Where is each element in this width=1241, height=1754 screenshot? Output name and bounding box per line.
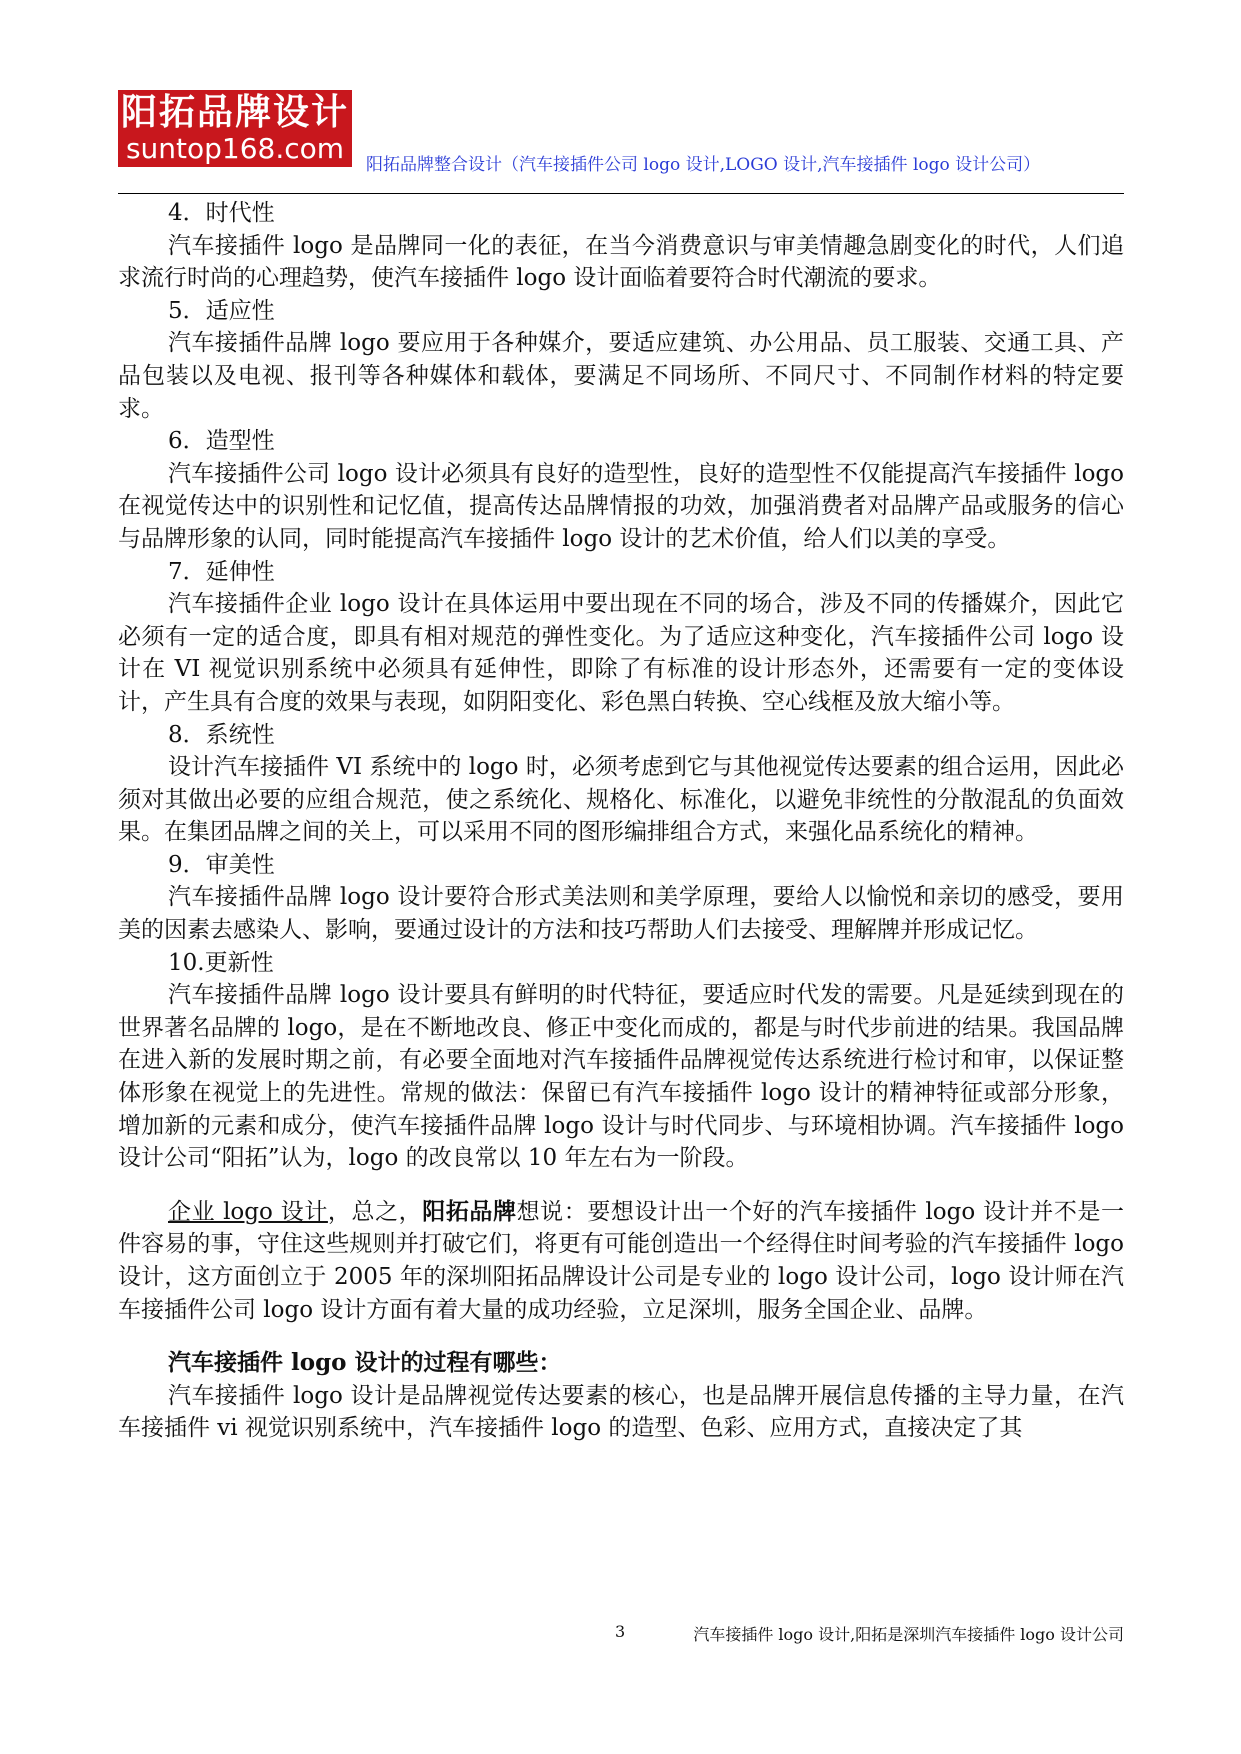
section-heading: 8．系统性 (168, 721, 275, 748)
brand-name: 阳拓品牌 (422, 1197, 517, 1225)
summary-paragraph (118, 1196, 1124, 1326)
section-body: 设计汽车接插件 VI 系统中的 logo 时，必须考虑到它与其他视觉传达要素的组合运用，因此必须对其做出必要的应组合规范，使之系统化、规格化、标准化，以避免非统性的分散混乱的负面效果。在集团品牌之间的关上，可以采用不同的图形编排组合方式，来强化品系统化的精神。 (118, 754, 1124, 846)
section-body: 汽车接插件公司 logo 设计必须具有良好的造型性，良好的造型性不仅能提高汽车接插件 logo 在视觉传达中的识别性和记忆值，提高传达品牌情报的功效，加强消费者对品牌产品或服务的信心与品牌形象的认同，同时能提高汽车接插件 logo 设计的艺术价值，给人们以美的享受。 (118, 460, 1124, 552)
process-heading: 汽车接插件 logo 设计的过程有哪些： (168, 1349, 562, 1377)
header-divider (118, 193, 1124, 194)
section-body: 汽车接插件企业 logo 设计在具体运用中要出现在不同的场合，涉及不同的传播媒介，因此它必须有一定的适合度，即具有相对规范的弹性变化。为了适应这种变化，汽车接插件公司 logo 设计在 VI 视觉识别系统中必须具有延伸性，即除了有标准的设计形态外，还需要有一定的变体设计，产生具有合度的效果与表现，如阴阳变化、彩色黑白转换、空心线框及放大缩小等。 (118, 591, 1124, 715)
logo-design-link[interactable]: 企业 logo 设计 (168, 1198, 328, 1225)
logo-chinese-text: 阳拓品牌设计 (120, 91, 349, 133)
section-body: 汽车接插件 logo 是品牌同一化的表征，在当今消费意识与审美情趣急剧变化的时代，人们追求流行时尚的心理趋势，使汽车接插件 logo 设计面临着要符合时代潮流的要求。 (118, 232, 1124, 292)
footer-text: 汽车接插件 logo 设计,阳拓是深圳汽车接插件 logo 设计公司 (693, 1625, 1124, 1644)
section-heading: 10.更新性 (168, 949, 274, 976)
section-body: 汽车接插件品牌 logo 设计要具有鲜明的时代特征，要适应时代发的需要。凡是延续到现在的世界著名品牌的 logo，是在不断地改良、修正中变化而成的，都是与时代步前进的结果。我国品牌在进入新的发展时期之前，有必要全面地对汽车接插件品牌视觉传达系统进行检讨和审，以保证整体形象在视觉上的先进性。常规的做法：保留已有汽车接插件 logo 设计的精神特征或部分形象，增加新的元素和成分，使汽车接插件品牌 logo 设计与时代同步、与环境相协调。汽车接插件 logo 设计公司“阳拓”认为，logo 的改良常以 10 年左右为一阶段。 (118, 982, 1124, 1172)
page-number: 3 (615, 1622, 626, 1641)
section-heading: 7．延伸性 (168, 558, 275, 585)
summary-text-b: 想说：要想设计出一个好的汽车接插件 logo 设计并不是一件容易的事，守住这些规则并打破它们，将更有可能创造出一个经得住时间考验的汽车接插件 logo 设计，这方面创立于 2005 年的深圳阳拓品牌设计公司是专业的 logo 设计公司，logo 设计师在汽车接插件公司 logo 设计方面有着大量的成功经验，立足深圳，服务全国企业、品牌。 (118, 1198, 1125, 1323)
summary-text-a: ，总之， (327, 1198, 423, 1225)
document-body (118, 197, 1124, 1445)
section-body: 汽车接插件品牌 logo 设计要符合形式美法则和美学原理，要给人以愉悦和亲切的感受，要用美的因素去感染人、影响，要通过设计的方法和技巧帮助人们去接受、理解牌并形成记忆。 (118, 884, 1124, 944)
process-body: 汽车接插件 logo 设计是品牌视觉传达要素的核心，也是品牌开展信息传播的主导力量，在汽车接插件 vi 视觉识别系统中，汽车接插件 logo 的造型、色彩、应用方式，直接决定了其 (118, 1382, 1124, 1442)
section-heading: 9．审美性 (168, 851, 275, 878)
brand-logo (118, 90, 352, 167)
section-heading: 5．适应性 (168, 297, 275, 324)
logo-domain-text: suntop168.com (125, 131, 345, 165)
section-heading: 4．时代性 (168, 200, 275, 226)
section-heading: 6．造型性 (168, 428, 275, 455)
section-body: 汽车接插件品牌 logo 要应用于各种媒介，要适应建筑、办公用品、员工服装、交通工具、产品包装以及电视、报刊等各种媒体和载体，要满足不同场所、不同尺寸、不同制作材料的特定要求。 (118, 330, 1124, 422)
header-tagline: 阳拓品牌整合设计（汽车接插件公司 logo 设计,LOGO 设计,汽车接插件 logo 设计公司） (366, 155, 1041, 175)
